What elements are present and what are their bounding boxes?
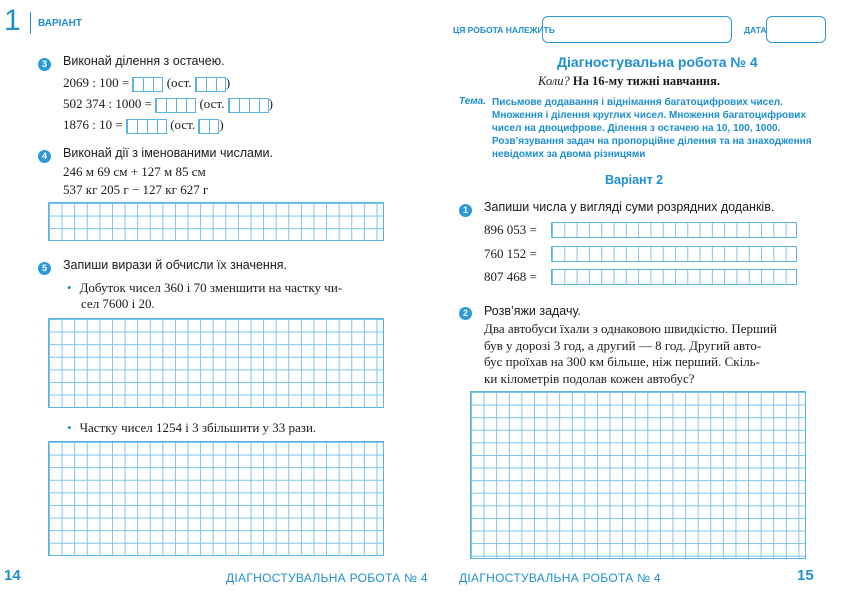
- remainder-box[interactable]: [198, 119, 219, 134]
- variant-header-divider: [30, 12, 31, 34]
- answer-row-2[interactable]: [551, 246, 797, 262]
- task5-item2: [67, 420, 316, 436]
- task1-number-1: 896 053 =: [484, 222, 537, 237]
- task2-text-line: ки кілометрів подолав кожен автобус?: [484, 370, 695, 386]
- task3-expression: 502 374 : 1000 =: [63, 96, 152, 111]
- topic-text: [492, 96, 812, 161]
- when-answer: На 16-му тижні навчання.: [572, 74, 721, 88]
- variant-number: 1: [4, 4, 21, 37]
- task5-item1-line1: [67, 280, 342, 296]
- topic-line: Множення і ділення круглих чисел. Множення багатоцифрових: [492, 110, 807, 121]
- answer-grid-task2[interactable]: [470, 391, 806, 559]
- topic-label: Тема.: [459, 96, 487, 107]
- bullet: •: [67, 280, 72, 295]
- task2-title: Розв’яжи задачу.: [484, 304, 581, 318]
- answer-box[interactable]: [132, 77, 163, 92]
- variant-title: Варіант 2: [605, 173, 664, 187]
- page-number-right: 15: [797, 567, 814, 584]
- task3-title: Виконай ділення з остачею.: [63, 54, 225, 68]
- remainder-box[interactable]: [228, 98, 269, 113]
- variant-label: ВАРІАНТ: [38, 18, 82, 29]
- topic-line: Письмове додавання і віднімання багатоцифрових чисел.: [492, 97, 783, 108]
- task3-expression: 1876 : 10 =: [63, 117, 123, 132]
- task4-badge: 4: [38, 150, 51, 163]
- date-field[interactable]: [766, 16, 826, 43]
- task5-item1-text: Добуток чисел 360 і 70 зменшити на частку чи-: [79, 280, 343, 295]
- task2-text: [484, 321, 777, 387]
- task5-item2-text: Частку чисел 1254 і 3 збільшити у 33 рази.: [79, 420, 317, 435]
- task5-item1-line2: сел 7600 і 20.: [81, 296, 155, 311]
- answer-grid-task5a[interactable]: [48, 318, 384, 408]
- date-label: ДАТА: [744, 25, 767, 35]
- task4-title: Виконай дії з іменованими числами.: [63, 146, 274, 160]
- task1-title: Запиши числа у вигляді суми розрядних доданків.: [484, 200, 775, 214]
- page-number-left: 14: [4, 567, 21, 584]
- answer-row-1[interactable]: [551, 222, 797, 238]
- task3-line-2: [63, 96, 273, 113]
- remainder-label: (ост.: [170, 117, 196, 132]
- footer-right: ДІАГНОСТУВАЛЬНА РОБОТА № 4: [459, 571, 661, 585]
- footer-left: ДІАГНОСТУВАЛЬНА РОБОТА № 4: [226, 571, 428, 585]
- task5-badge: 5: [38, 262, 51, 275]
- task2-text-line: Два автобуси їхали з однаковою швидкістю. Перший: [484, 321, 777, 336]
- bullet: •: [67, 420, 72, 435]
- owner-name-field[interactable]: [542, 16, 732, 43]
- task3-expression: 2069 : 100 =: [63, 75, 130, 90]
- remainder-label: (ост.: [166, 75, 192, 90]
- close-paren: ): [219, 117, 224, 132]
- task3-line-3: [63, 117, 224, 134]
- answer-box[interactable]: [126, 119, 167, 134]
- topic-line: невідомих за двома різницями: [492, 149, 646, 160]
- task2-text-line: бус проїхав на 300 км більше, ніж перший. Скіль-: [484, 354, 760, 369]
- task1-number-3: 807 468 =: [484, 269, 537, 284]
- close-paren: ): [268, 96, 273, 111]
- when-line: [538, 74, 720, 89]
- answer-grid-task4[interactable]: [48, 202, 384, 241]
- answer-row-3[interactable]: [551, 269, 797, 285]
- task4-line-1: 246 м 69 см + 127 м 85 см: [63, 164, 206, 179]
- task3-line-1: [63, 75, 230, 92]
- task3-badge: 3: [38, 58, 51, 71]
- task2-text-line: був у дорозі 3 год, а другий — 8 год. Другий авто-: [484, 337, 762, 353]
- work-title: Діагностувальна робота № 4: [557, 54, 758, 70]
- remainder-box[interactable]: [195, 77, 226, 92]
- remainder-label: (ост.: [199, 96, 225, 111]
- task4-line-2: 537 кг 205 г − 127 кг 627 г: [63, 182, 209, 197]
- close-paren: ): [225, 75, 231, 90]
- task1-badge: 1: [459, 204, 472, 217]
- task1-number-2: 760 152 =: [484, 246, 537, 261]
- answer-grid-task5b[interactable]: [48, 441, 384, 556]
- when-question: Коли?: [538, 74, 570, 88]
- answer-box[interactable]: [155, 98, 196, 113]
- task2-badge: 2: [459, 307, 472, 320]
- topic-line: чисел на двоцифрове. Ділення з остачею на 10, 100, 1000.: [492, 123, 781, 134]
- topic-line: Розв’язування задач на пропорційне ділення та на знаходження: [492, 136, 812, 147]
- task5-title: Запиши вирази й обчисли їх значення.: [63, 258, 287, 272]
- belongs-label: ЦЯ РОБОТА НАЛЕЖИТЬ: [453, 25, 555, 35]
